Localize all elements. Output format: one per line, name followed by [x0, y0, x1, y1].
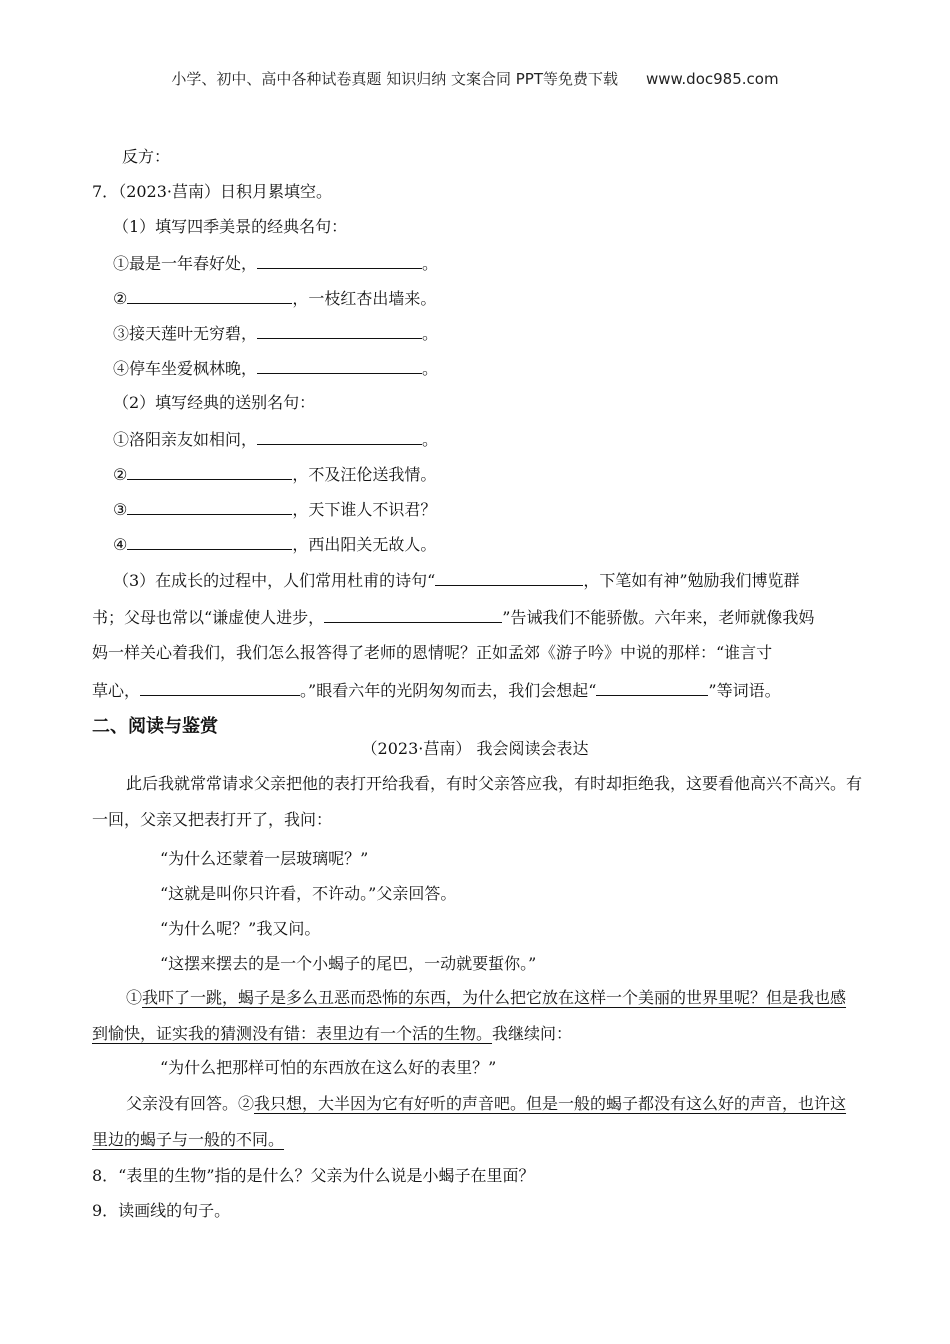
answer-blank[interactable]: [596, 679, 708, 696]
underlined-sentence: 我只想，大半因为它有好听的声音吧。但是一般的蝎子都没有这么好的声音，也许这里边的蝎子与一般的不同。: [92, 1094, 847, 1149]
prev-answer-line: 反方：: [122, 147, 171, 166]
fill-line: ④ ，西出阳关无故人。: [113, 535, 437, 554]
passage-title: （2023·莒南） 我会阅读会表达: [361, 739, 589, 758]
underlined-paragraph-2: 父亲没有回答。②我只想，大半因为它有好听的声音吧。但是一般的蝎子都没有这么好的声音，也许这里边的蝎子与一般的不同。: [92, 1094, 847, 1149]
part-3-line-4: 草心， 。”眼看六年的光阴匆匆而去，我们会想起“ ”等词语。: [92, 681, 781, 700]
answer-blank[interactable]: [257, 252, 422, 269]
answer-blank[interactable]: [140, 679, 300, 696]
question-title: （2023·莒南）日积月累填空。: [118, 182, 332, 201]
fill-line: ③ ，天下谁人不识君？: [113, 500, 437, 519]
dialogue-line: “为什么把那样可怕的东西放在这么好的表里？”: [160, 1058, 497, 1077]
answer-blank[interactable]: [127, 533, 292, 550]
dialogue-line: “这摆来摆去的是一个小蝎子的尾巴，一动就要蜇你。”: [160, 954, 537, 973]
answer-blank[interactable]: [127, 463, 292, 480]
header-text: 小学、初中、高中各种试卷真题 知识归纳 文案合同 PPT等免费下载: [171, 70, 618, 88]
part-3-line-2: 书；父母也常以“谦虚使人进步， ”告诫我们不能骄傲。六年来，老师就像我妈: [92, 608, 815, 627]
question-8: 8．“表里的生物”指的是什么？父亲为什么说是小蝎子在里面？: [92, 1166, 535, 1185]
fill-line: ①洛阳亲友如相问， 。: [113, 430, 439, 449]
question-number: 7．: [92, 182, 119, 201]
passage-paragraph: 此后我就常常请求父亲把他的表打开给我看，有时父亲答应我，有时却拒绝我，这要看他高兴不高兴。有一回，父亲又把表打开了，我问：: [92, 774, 863, 829]
answer-blank[interactable]: [257, 357, 422, 374]
answer-blank[interactable]: [257, 428, 422, 445]
answer-blank[interactable]: [127, 498, 292, 515]
answer-blank[interactable]: [435, 569, 583, 586]
question-7-title: [92, 181, 332, 203]
dialogue-line: “为什么呢？”我又问。: [160, 919, 321, 938]
dialogue-line: “这就是叫你只许看，不许动。”父亲回答。: [160, 884, 457, 903]
answer-blank[interactable]: [127, 287, 292, 304]
answer-blank[interactable]: [257, 322, 422, 339]
part-2-title: （2）填写经典的送别名句：: [113, 393, 316, 412]
part-3-line-1: （3）在成长的过程中，人们常用杜甫的诗句“ ，下笔如有神”勉励我们博览群: [113, 571, 800, 590]
underlined-sentence: 我吓了一跳，蝎子是多么丑恶而恐怖的东西，为什么把它放在这样一个美丽的世界里呢？但是我也感到愉快，证实我的猜测没有错：表里边有一个活的生物。: [92, 988, 847, 1043]
part-3-line-3: 妈一样关心着我们，我们怎么报答得了老师的恩情呢？正如孟郊《游子吟》中说的那样：“谁言寸: [92, 643, 773, 662]
question-9: 9．读画线的句子。: [92, 1201, 231, 1220]
fill-line: ④停车坐爱枫林晚， 。: [113, 359, 439, 378]
header-site: www.doc985.com: [645, 70, 779, 88]
fill-line: ③接天莲叶无穷碧， 。: [113, 324, 439, 343]
underlined-paragraph-1: ①我吓了一跳，蝎子是多么丑恶而恐怖的东西，为什么把它放在这样一个美丽的世界里呢？但是我也感到愉快，证实我的猜测没有错：表里边有一个活的生物。我继续问：: [92, 988, 847, 1043]
page-header: [0, 68, 950, 89]
fill-line: ② ，不及汪伦送我情。: [113, 465, 437, 484]
fill-line: ② ，一枝红杏出墙来。: [113, 289, 437, 308]
part-1-title: （1）填写四季美景的经典名句：: [113, 217, 348, 236]
dialogue-line: “为什么还蒙着一层玻璃呢？”: [160, 849, 369, 868]
answer-blank[interactable]: [324, 606, 502, 623]
section-heading: 二、阅读与鉴赏: [92, 716, 218, 737]
fill-line: ①最是一年春好处， 。: [113, 254, 439, 273]
